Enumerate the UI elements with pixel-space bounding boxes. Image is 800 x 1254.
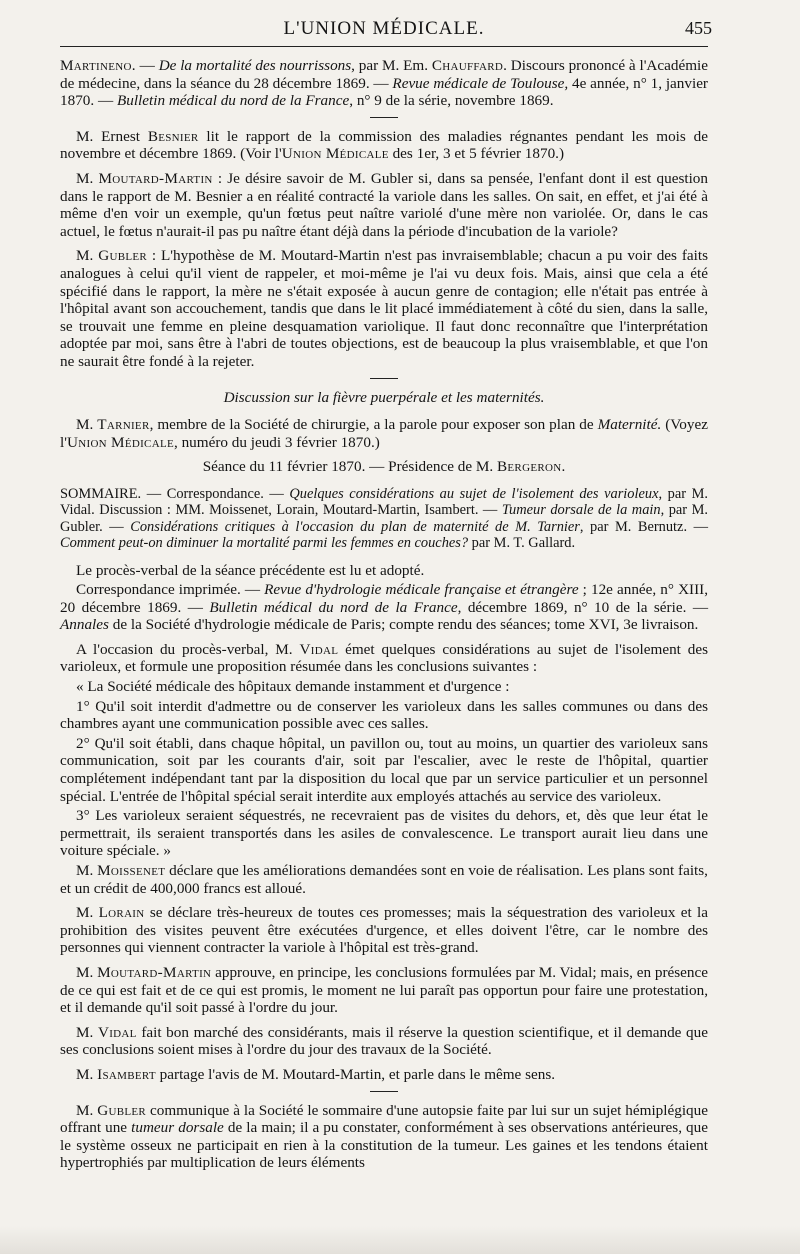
president-name: Bergeron xyxy=(496,458,562,476)
paragraph-martineno: Martineno. — De la mortalité des nourrissons, par M. Em. Chauffard. Discours prononcé à l'Académie de médecine, dans la séance du 28 décembre 1869. — Revue médicale de Toulouse, 4e année, n° 1, janvier 1870. — Bulletin médical du nord de la France, n° 9 de la série, novembre 1869. xyxy=(60,57,708,110)
conclusion-item: 1° Qu'il soit interdit d'admettre ou de conserver les varioleux dans les salles communes ou dans des chambres ayant une communication possible avec ces salles. xyxy=(60,697,708,733)
section-divider xyxy=(370,378,398,379)
paragraph-proces-verbal: Le procès-verbal de la séance précédente est lu et adopté. xyxy=(76,561,425,579)
sommaire: SOMMAIRE. — Correspondance. — Quelques considérations au sujet de l'isolement des varioleux, par M. Vidal. Discussion : MM. Moissenet, Lorain, Moutard-Martin, Isambert. — Tumeur dorsale de la main, par M. Gubler. — Considérations critiques à l'occasion du plan de maternité de M. Tarnier, par M. Bernutz. — Comment peut-on diminuer la mortalité parmi les femmes en couches? par M. T. Gallard. xyxy=(60,485,709,552)
conclusion-item: 3° Les varioleux seraient séquestrés, ne recevraient pas de visites du dehors, et, dès que leur état le permettrait, ils seraient transportés dans les asiles de convalescence. Le transport aurait lieu dans une voiture spéciale. » xyxy=(60,807,708,860)
paragraph-moutard-martin-2: M. Moutard-Martin approuve, en principe, les conclusions formulées par M. Vidal; mais, en présence de ce qui est fait et de ce qui est promis, le moment ne lui paraît pas opportun pour faire une protestation, et il demande qu'il soit passé à l'ordre du jour. xyxy=(60,963,708,1017)
conclusion-item: 2° Qu'il soit établi, dans chaque hôpital, un pavillon ou, tout au moins, un quartier des varioleux sans communication, soit par les courants d'air, soit par l'escalier, avec le reste de l'hôpital, quartier complétement indépendant tant par la disposition du local que par un service particulier et un personnel spécial. L'entrée de l'hôpital spécial serait interdite aux employés attachés au service des varioleux. xyxy=(60,734,708,805)
paragraph-lorain: M. Lorain se déclare très-heureux de toutes ces promesses; mais la séquestration des varioleux et la prohibition des visites peuvent être exécutées d'urgence, et elles doivent l'être, car le nombre des personnes qui viennent contracter la variole à l'hôpital est très-grand. xyxy=(60,904,708,957)
page-number: 455 xyxy=(685,18,712,38)
speaker-name: Vidal xyxy=(97,1023,137,1041)
author-name: Martineno. xyxy=(60,57,136,74)
paragraph-tarnier: M. Tarnier, membre de la Société de chirurgie, a la parole pour exposer son plan de Maternité. (Voyez l'Union Médicale, numéro du jeudi 3 février 1870.) xyxy=(60,416,708,451)
journal-title: L'UNION MÉDICALE. xyxy=(283,18,485,39)
journal-name: Union Médicale xyxy=(66,433,174,451)
work-title: De la mortalité des nourrissons xyxy=(158,57,352,74)
paragraph-besnier: M. Ernest Besnier lit le rapport de la commission des maladies régnantes pendant les mois de novembre et décembre 1869. (Voir l'Union Médicale des 1er, 3 et 5 février 1870.) xyxy=(60,127,708,163)
speaker-name: Besnier xyxy=(147,127,199,145)
paragraph-gubler-tumeur: M. Gubler communique à la Société le sommaire d'une autopsie faite par lui sur un sujet hémiplégique offrant une tumeur dorsale de la main; il a pu constater, conformément à ses observations antérieures, que le système osseux ne participait en rien à la constitution de la tumeur. Les gaines et les tendons étaient hypertrophiés par multiplication de leurs éléments xyxy=(60,1101,708,1172)
paragraph-gubler: M. Gubler : L'hypothèse de M. Moutard-Martin n'est pas invraisemblable; chacun a pu voir des faits analogues à celui qu'il vient de rappeler, et moi-même je l'ai vu deux fois. Mais, ainsi que cela a été spécifié dans le rapport, la mère ne s'était exposée à aucun genre de contagion; elle n'était pas entrée à l'hôpital avant son accouchement, tandis que dans le lit placé immédiatement à côté du sien, dans la salle, se trouvait une femme en pleine desquamation variolique. Il faut donc reconnaître que l'interprétation adoptée par moi, sans être à l'abri de toutes objections, est de beaucoup la plus vraisemblable, et que l'on ne saurait être fondé à la rejeter. xyxy=(60,247,708,370)
speaker-name: Lorain xyxy=(98,904,145,922)
paragraph-isambert: M. Isambert partage l'avis de M. Moutard-Martin, et parle dans le même sens. xyxy=(76,1065,556,1083)
speaker-name: Gubler xyxy=(97,1101,147,1119)
section-divider xyxy=(370,1091,398,1092)
paragraph-vidal: A l'occasion du procès-verbal, M. Vidal émet quelques considérations au sujet de l'isolement des varioleux, et formule une proposition résumée dans les conclusions suivantes : xyxy=(60,640,708,676)
discussion-heading: Discussion sur la fièvre puerpérale et les maternités. xyxy=(223,388,545,406)
journal-name: Union Médicale xyxy=(281,145,389,163)
quote-intro: « La Société médicale des hôpitaux demande instamment et d'urgence : xyxy=(76,678,510,696)
conclusions-quote xyxy=(60,678,708,860)
paragraph-correspondance: Correspondance imprimée. — Revue d'hydrologie médicale française et étrangère ; 12e année, n° XIII, 20 décembre 1869. — Bulletin médical du nord de la France, décembre 1869, n° 10 de la série. — Annales de la Société d'hydrologie médicale de Paris; compte rendu des séances; tome XVI, 3e livraison. xyxy=(60,581,709,634)
journal-name: Bulletin médical du nord de la France xyxy=(116,92,350,110)
speaker-name: Moutard-Martin xyxy=(98,169,213,187)
speaker-name: Moutard-Martin xyxy=(97,963,212,981)
speaker-name: Tarnier xyxy=(97,416,150,434)
speaker-name: Gubler xyxy=(98,247,148,265)
page-edge-shadow xyxy=(0,1226,800,1254)
speaker-name: Moissenet xyxy=(97,862,166,879)
speaker-name: Vidal xyxy=(299,640,339,658)
paragraph-vidal-2: M. Vidal fait bon marché des considérants, mais il réserve la question scientifique, et il demande que ses conclusions soient mises à l'ordre du jour des travaux de la Société. xyxy=(60,1023,708,1059)
paragraph-moissenet: M. Moissenet déclare que les améliorations demandées sont en voie de réalisation. Les plans sont faits, et un crédit de 400,000 francs est alloué. xyxy=(60,862,708,897)
journal-name: Revue médicale de Toulouse, xyxy=(392,74,569,92)
section-divider xyxy=(370,117,398,118)
seance-heading: Séance du 11 février 1870. — Présidence de M. Bergeron. xyxy=(202,458,566,476)
author-name: Chauffard xyxy=(431,57,504,74)
speaker-name: Isambert xyxy=(97,1065,156,1083)
paragraph-moutard-martin: M. Moutard-Martin : Je désire savoir de M. Gubler si, dans sa pensée, l'enfant dont il est question dans le rapport de M. Besnier a en réalité contracté la variole dans les salles. On sait, en effet, et j'ai été à même d'en voir un exemple, qu'un fœtus peut naître variolé d'une mère non variolée. Or, dans le cas actuel, le fœtus n'aurait-il pas pu naître étant déjà dans la période d'incubation de la variole? xyxy=(60,169,708,240)
running-head xyxy=(60,14,712,47)
